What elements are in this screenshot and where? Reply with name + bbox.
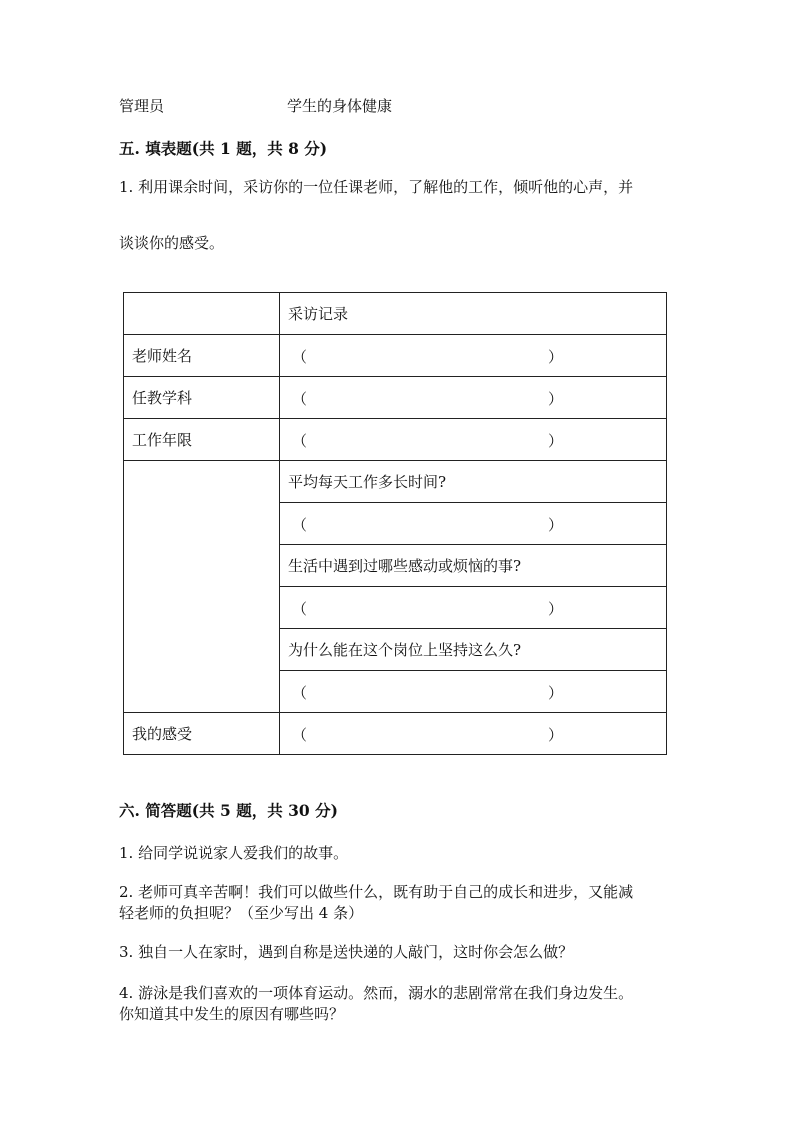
paren-answer xyxy=(288,514,658,534)
paren-close: ） xyxy=(548,431,564,450)
table-cell-empty xyxy=(124,293,280,335)
paren-answer xyxy=(288,682,658,702)
paren-close: ） xyxy=(548,389,564,408)
section5-question1-line1: 1. 利用课余时间，采访你的一位任课老师，了解他的工作，倾听他的心声，并 xyxy=(119,178,634,196)
paren-close: ） xyxy=(548,515,564,534)
sub-question-cell: 为什么能在这个岗位上坚持这么久? xyxy=(280,629,667,671)
answer-cell[interactable] xyxy=(280,335,667,377)
answer-cell[interactable] xyxy=(280,419,667,461)
section6-question2-line1: 2. 老师可真辛苦啊！我们可以做些什么，既有助于自己的成长和进步，又能减 xyxy=(119,883,634,901)
section6-question4-line2: 你知道其中发生的原因有哪些吗？ xyxy=(119,1005,345,1023)
interview-table xyxy=(123,292,667,755)
paren-close: ） xyxy=(548,683,564,702)
paren-open: （ xyxy=(292,347,308,366)
table-row xyxy=(124,377,667,419)
paren-open: （ xyxy=(292,599,308,618)
answer-cell[interactable] xyxy=(280,503,667,545)
paren-answer xyxy=(288,346,658,366)
table-row xyxy=(124,335,667,377)
table-header-cell: 采访记录 xyxy=(280,293,667,335)
section6-question4-line1: 4. 游泳是我们喜欢的一项体育运动。然而，溺水的悲剧常常在我们身边发生。 xyxy=(119,984,634,1002)
table-row xyxy=(124,461,667,503)
table-cell-merged-empty xyxy=(124,461,280,713)
paren-answer xyxy=(288,724,658,744)
sub-question-cell: 平均每天工作多长时间? xyxy=(280,461,667,503)
row-label-teacher-name: 老师姓名 xyxy=(124,335,280,377)
answer-cell[interactable] xyxy=(280,587,667,629)
table-row xyxy=(124,419,667,461)
row-label-years: 工作年限 xyxy=(124,419,280,461)
paren-answer xyxy=(288,598,658,618)
table-row xyxy=(124,713,667,755)
top-row-right-text: 学生的身体健康 xyxy=(287,97,393,115)
answer-cell[interactable] xyxy=(280,377,667,419)
row-label-subject: 任教学科 xyxy=(124,377,280,419)
paren-close: ） xyxy=(548,599,564,618)
paren-answer xyxy=(288,388,658,408)
paren-open: （ xyxy=(292,515,308,534)
paren-answer xyxy=(288,430,658,450)
section6-question3: 3. 独自一人在家时，遇到自称是送快递的人敲门，这时你会怎么做？ xyxy=(119,943,574,961)
table-row xyxy=(124,293,667,335)
section5-question1-line2: 谈谈你的感受。 xyxy=(119,234,225,252)
sub-question-cell: 生活中遇到过哪些感动或烦恼的事? xyxy=(280,545,667,587)
paren-open: （ xyxy=(292,431,308,450)
paren-close: ） xyxy=(548,725,564,744)
section6-question1: 1. 给同学说说家人爱我们的故事。 xyxy=(119,844,349,862)
paren-open: （ xyxy=(292,725,308,744)
section6-question2-line2: 轻老师的负担呢？（至少写出 4 条） xyxy=(119,904,364,922)
section5-title: 五. 填表题(共 1 题，共 8 分) xyxy=(119,139,328,158)
paren-open: （ xyxy=(292,389,308,408)
answer-cell[interactable] xyxy=(280,671,667,713)
paren-open: （ xyxy=(292,683,308,702)
answer-cell[interactable] xyxy=(280,713,667,755)
top-row-left-text: 管理员 xyxy=(119,97,165,115)
row-label-feeling: 我的感受 xyxy=(124,713,280,755)
section6-title: 六. 简答题(共 5 题，共 30 分) xyxy=(119,801,338,820)
paren-close: ） xyxy=(548,347,564,366)
